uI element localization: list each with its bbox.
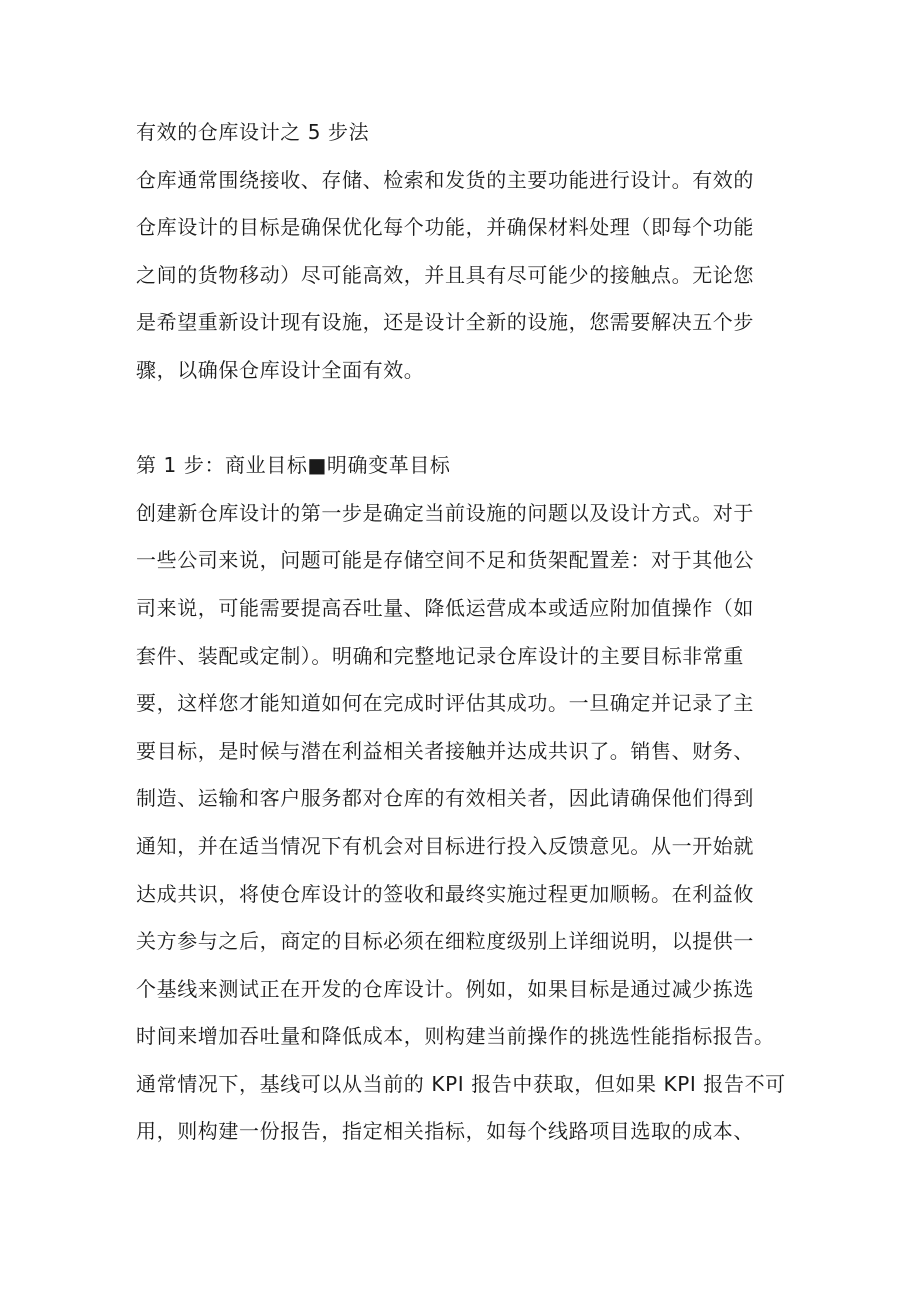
- intro-line-3: 之间的货物移动）尽可能高效，并且具有尽可能少的接触点。无论您: [136, 262, 754, 287]
- step1-line-9: 达成共识，将使仓库设计的签收和最终实施过程更加顺畅。在利益攸: [136, 881, 754, 906]
- step1-line-13: 通常情况下，基线可以从当前的 KPI 报告中获取，但如果 KPI 报告不可: [136, 1071, 786, 1096]
- step1-line-6: 要目标，是时候与潜在利益相关者接触并达成共识了。销售、财务、: [136, 738, 754, 763]
- step1-line-11: 个基线来测试正在开发的仓库设计。例如，如果目标是通过减少拣选: [136, 976, 754, 1001]
- intro-line-2: 仓库设计的目标是确保优化每个功能，并确保材料处理（即每个功能: [136, 215, 754, 240]
- step1-line-10: 关方参与之后，商定的目标必须在细粒度级别上详细说明，以提供一: [136, 929, 754, 954]
- step1-heading: 第 1 步：商业目标■明确变革目标: [136, 453, 451, 478]
- step1-line-5: 要，这样您才能知道如何在完成时评估其成功。一旦确定并记录了主: [136, 691, 754, 716]
- document-body: [136, 114, 816, 1161]
- intro-line-4: 是希望重新设计现有设施，还是设计全新的设施，您需要解决五个步: [136, 310, 754, 335]
- step1-line-12: 时间来增加吞吐量和降低成本，则构建当前操作的挑选性能指标报告。: [136, 1024, 775, 1049]
- intro-line-1: 仓库通常围绕接收、存储、检索和发货的主要功能进行设计。有效的: [136, 167, 754, 192]
- step1-line-2: 一些公司来说，问题可能是存储空间不足和货架配置差：对于其他公: [136, 548, 754, 573]
- step1-line-1: 创建新仓库设计的第一步是确定当前设施的问题以及设计方式。对于: [136, 500, 754, 525]
- step1-line-8: 通知，并在适当情况下有机会对目标进行投入反馈意见。从一开始就: [136, 833, 754, 858]
- step1-line-3: 司来说，可能需要提高吞吐量、降低运营成本或适应附加值操作（如: [136, 595, 754, 620]
- step1-line-4: 套件、装配或定制）。明确和完整地记录仓库设计的主要目标非常重: [136, 643, 744, 668]
- step1-line-14: 用，则构建一份报告，指定相关指标，如每个线路项目选取的成本、: [136, 1119, 754, 1144]
- intro-line-5: 骤，以确保仓库设计全面有效。: [136, 357, 425, 382]
- document-title: 有效的仓库设计之 5 步法: [136, 120, 370, 144]
- paragraph-spacer: [136, 400, 816, 448]
- step1-line-7: 制造、运输和客户服务都对仓库的有效相关者，因此请确保他们得到: [136, 786, 754, 811]
